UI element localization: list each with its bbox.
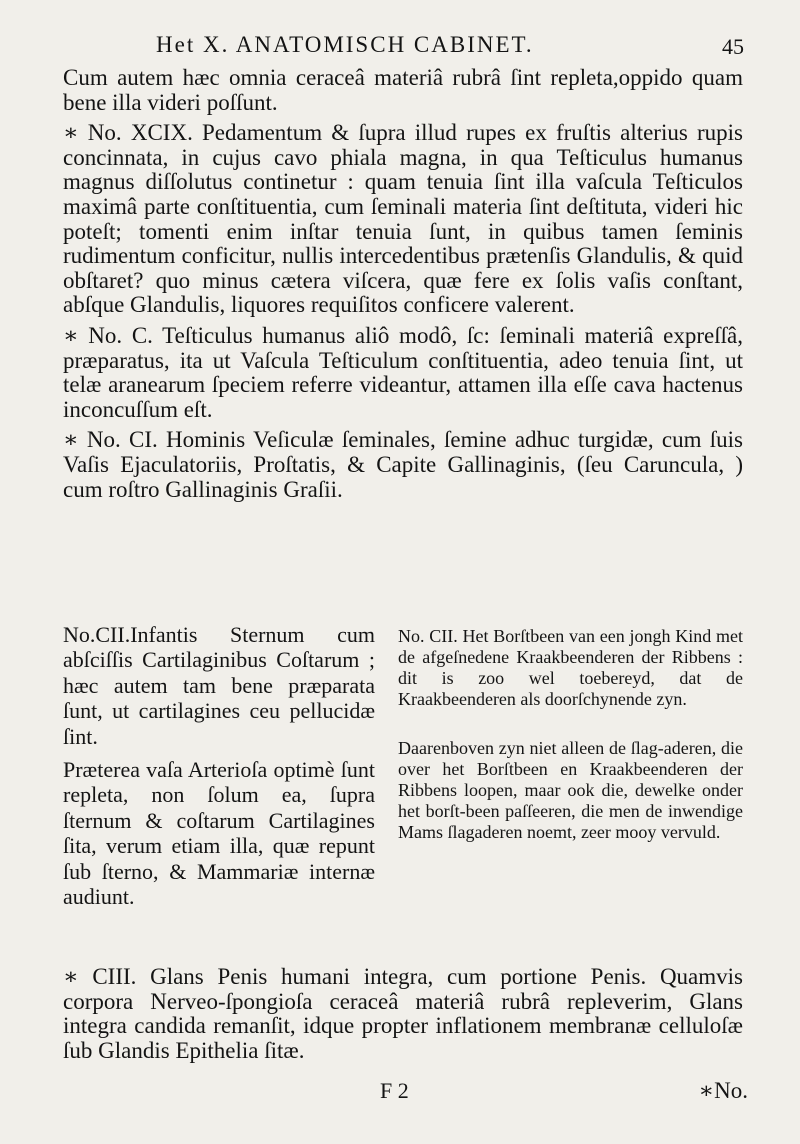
dutch-paragraph-cii: No. CII. Het Borſtbeen van een jongh Kind met de afgeſnedene Kraakbeenderen der Ribbens : dit is zoo wel toebereyd, dat de Kraakbeenderen als doorſchynende zyn. [398, 626, 743, 709]
tail-text-block [63, 965, 743, 1063]
dutch-paragraph-daarenboven: Daarenboven zyn niet alleen de ſlag-aderen, die over het Borſtbeen en Kraakbeenderen der Ribbens loopen, maar ook die, dewelke onder het borſt-been paſſeeren, die men de inwendige Mams ſlagaderen noemt, zeer mooy vervuld. [398, 738, 743, 842]
two-column-section [63, 622, 743, 952]
paragraph-c: ∗ No. C. Teſticulus humanus aliô modô, ſc: ſeminali materiâ expreſſâ, præparatus, ita ut Vaſcula Teſticulum conſtituentia, adeo tenuia ſint, ut telæ aranearum ſpeciem referre videantur, attamen illa eſſe cava hactenus inconcuſſum eſt. [63, 322, 743, 422]
dutch-column [398, 626, 743, 851]
catchword: ∗No. [698, 1078, 748, 1103]
main-text-block [63, 66, 743, 508]
running-head [60, 30, 750, 64]
paragraph-intro: Cum autem hæc omnia ceraceâ materiâ rubrâ ſint repleta,oppido quam bene illa videri poſſunt. [63, 65, 743, 115]
page-number: 45 [722, 34, 744, 59]
signature-mark: F 2 [380, 1078, 409, 1103]
paragraph-ci: ∗ No. CI. Hominis Veſiculæ ſeminales, ſemine adhuc turgidæ, cum ſuis Vaſis Ejaculatoriis, Proſtatis, & Capite Gallinaginis, (ſeu Caruncula, ) cum roſtro Gallinaginis Graſii. [63, 427, 743, 502]
paragraph-xcix: ∗ No. XCIX. Pedamentum & ſupra illud rupes ex fruſtis alterius rupis concinnata, in cujus cavo phiala magna, in qua Teſticulus humanus magnus diſſolutus continetur : quam tenuia ſint illa vaſcula Teſticulos maximâ parte conſtituentia, cum ſeminali materia ſint deſtituta, videri hic poteſt; tomenti enim inſtar tenuia ſunt, in quibus tamen ſeminis rudimentum conficitur, nullis intercedentibus prætenſis Glandulis, & quid obſtaret? quo minus cætera viſcera, quæ fere ex ſolis vaſis conſtant, abſque Glandulis, liquores requiſitos conficere valerent. [63, 120, 743, 318]
latin-paragraph-cii: No.CII.Infantis Sternum cum abſciſſis Cartilaginibus Coſtarum ; hæc autem tam bene præparata ſunt, ut cartilagines ceu pellucidæ ſint. [63, 622, 375, 749]
running-title: Het X. ANATOMISCH CABINET. [156, 32, 534, 57]
paragraph-ciii: ∗ CIII. Glans Penis humani integra, cum portione Penis. Quamvis corpora Nerveo-ſpongioſa ceraceâ materiâ rubrâ repleverim, Glans integra candida remanſit, idque propter inflationem membranæ celluloſæ ſub Glandis Epithelia ſitæ. [63, 964, 743, 1063]
latin-column [63, 622, 375, 917]
latin-paragraph-praeterea: Præterea vaſa Arterioſa optimè ſunt repleta, non ſolum ea, ſupra ſternum & coſtarum Cartilagines ſita, verum etiam illa, quæ repunt ſub ſterno, & Mammariæ internæ audiunt. [63, 757, 375, 910]
